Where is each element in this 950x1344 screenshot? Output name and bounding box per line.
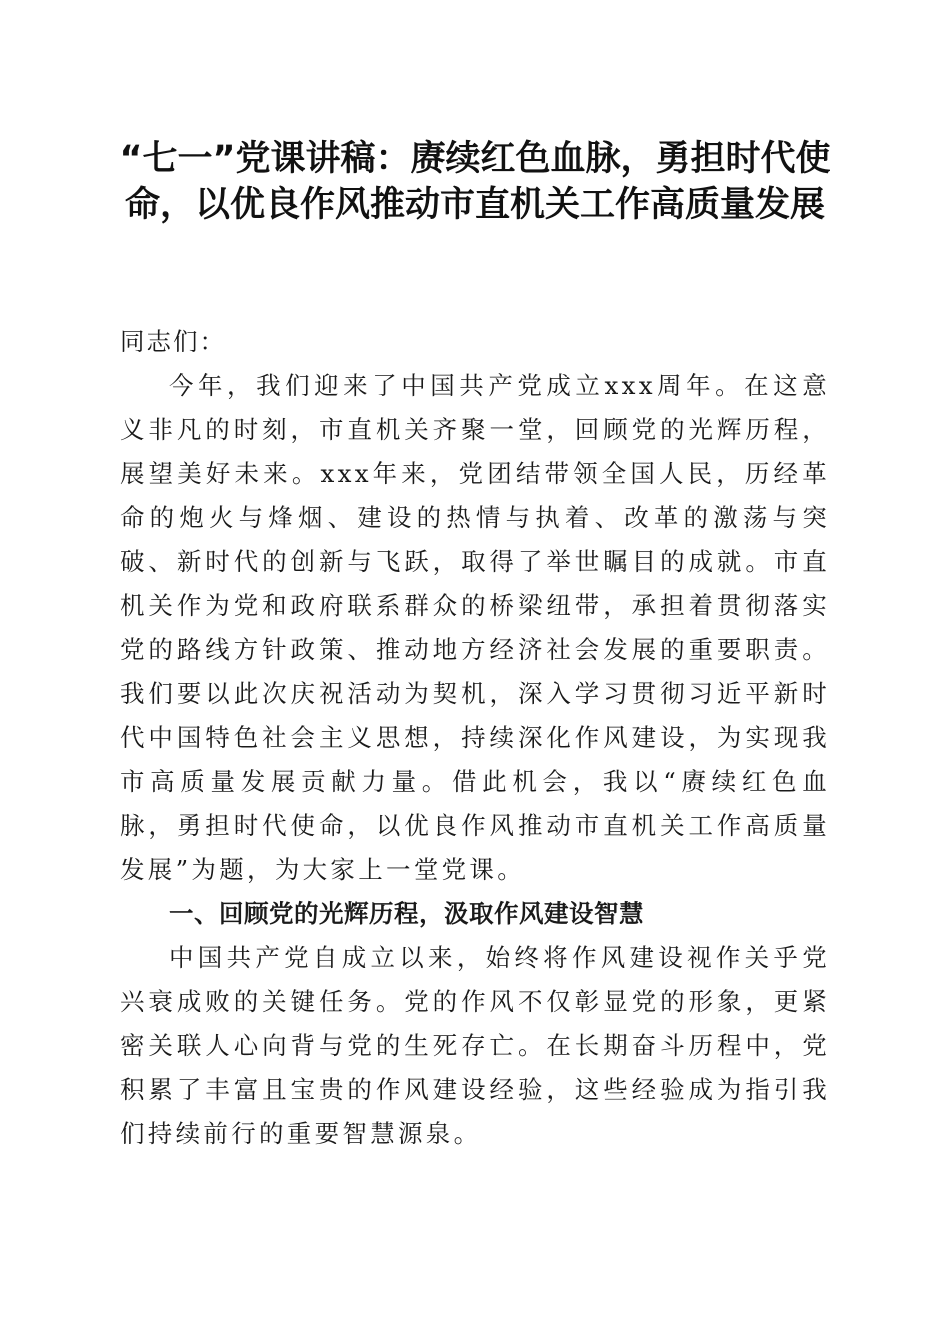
document-title: “七一”党课讲稿：赓续红色血脉，勇担时代使命，以优良作风推动市直机关工作高质量发展 [119,139,831,225]
document-body [120,320,830,1156]
intro-paragraph: 今年，我们迎来了中国共产党成立xxx周年。在这意义非凡的时刻，市直机关齐聚一堂，回顾党的光辉历程，展望美好未来。xxx年来，党团结带领全国人民，历经革命的炮火与烽烟、建设的热情与执着、改革的激荡与突破、新时代的创新与飞跃，取得了举世瞩目的成就。市直机关作为党和政府联系群众的桥梁纽带，承担着贯彻落实党的路线方针政策、推动地方经济社会发展的重要职责。我们要以此次庆祝活动为契机，深入学习贯彻习近平新时代中国特色社会主义思想，持续深化作风建设，为实现我市高质量发展贡献力量。借此机会，我以“赓续红色血脉，勇担时代使命，以优良作风推动市直机关工作高质量发展”为题，为大家上一堂党课。 [120,371,830,884]
section-paragraph: 中国共产党自成立以来，始终将作风建设视作关乎党兴衰成败的关键任务。党的作风不仅彰显党的形象，更紧密关联人心向背与党的生死存亡。在长期奋斗历程中，党积累了丰富且宝贵的作风建设经验，这些经验成为指引我们持续前行的重要智慧源泉。 [120,943,830,1148]
salutation: 同志们： [120,327,226,356]
section-heading: 一、回顾党的光辉历程，汲取作风建设智慧 [169,899,644,928]
